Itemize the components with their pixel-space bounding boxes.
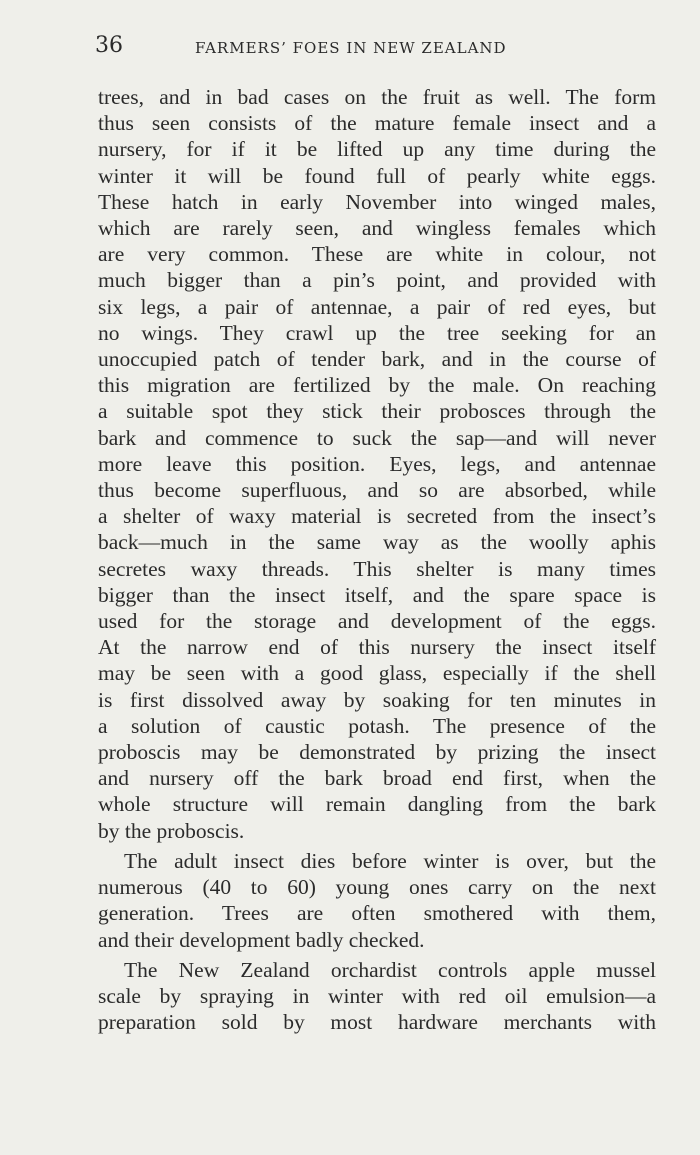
- text-line: this migration are fertilized by the male. On reaching: [98, 373, 656, 398]
- text-line: trees, and in bad cases on the fruit as well. The form: [98, 85, 656, 109]
- text-line: bigger than the insect itself, and the spare space is: [98, 582, 656, 607]
- text-line: and their development badly checked.: [98, 927, 425, 952]
- paragraph-1: [98, 84, 656, 844]
- text-line: more leave this position. Eyes, legs, and antennae: [98, 451, 656, 476]
- running-head: FARMERS’ FOES IN NEW ZEALAND: [195, 39, 507, 57]
- text-line: much bigger than a pin’s point, and provided with: [98, 268, 656, 293]
- body-text: [98, 84, 656, 1035]
- text-line: secretes waxy threads. This shelter is many times: [98, 556, 656, 581]
- text-line: a solution of caustic potash. The presence of the: [98, 713, 656, 738]
- text-line: a suitable spot they stick their probosces through the: [98, 399, 656, 424]
- text-line: a shelter of waxy material is secreted from the insect’s: [98, 504, 656, 529]
- text-line: At the narrow end of this nursery the insect itself: [98, 635, 656, 660]
- text-line: thus become superfluous, and so are absorbed, while: [98, 478, 656, 503]
- text-line: no wings. They crawl up the tree seeking for an: [98, 320, 656, 345]
- text-line: may be seen with a good glass, especially if the shell: [98, 661, 656, 686]
- text-line: whole structure will remain dangling from the bark: [98, 792, 656, 817]
- text-line: six legs, a pair of antennae, a pair of red eyes, but: [98, 294, 656, 319]
- text-line: The New Zealand orchardist controls apple mussel: [124, 957, 656, 982]
- text-line: winter it will be found full of pearly white eggs.: [98, 163, 656, 188]
- text-line: by the proboscis.: [98, 818, 245, 843]
- paragraph-3: [98, 957, 656, 1036]
- text-line: is first dissolved away by soaking for ten minutes in: [98, 687, 656, 712]
- text-line: proboscis may be demonstrated by prizing the insect: [98, 740, 656, 765]
- text-line: used for the storage and development of the eggs.: [98, 609, 656, 634]
- text-line: and nursery off the bark broad end first, when the: [98, 766, 656, 791]
- text-line: These hatch in early November into winged males,: [98, 189, 656, 214]
- text-line: unoccupied patch of tender bark, and in the course of: [98, 347, 656, 372]
- text-line: back—much in the same way as the woolly aphis: [98, 530, 656, 555]
- text-line: are very common. These are white in colour, not: [98, 242, 656, 267]
- text-line: nursery, for if it be lifted up any time during the: [98, 137, 656, 162]
- text-line: numerous (40 to 60) young ones carry on the next: [98, 875, 656, 900]
- text-line: The adult insect dies before winter is over, but the: [124, 848, 656, 873]
- text-line: scale by spraying in winter with red oil emulsion—a: [98, 983, 656, 1008]
- page-number: 36: [95, 33, 123, 58]
- text-line: which are rarely seen, and wingless females which: [98, 216, 656, 241]
- page-header: [95, 33, 655, 63]
- text-line: preparation sold by most hardware merchants with: [98, 1010, 656, 1035]
- text-line: generation. Trees are often smothered with them,: [98, 901, 656, 926]
- paragraph-2: [98, 848, 656, 953]
- text-line: thus seen consists of the mature female insect and a: [98, 111, 656, 136]
- text-line: bark and commence to suck the sap—and will never: [98, 425, 656, 450]
